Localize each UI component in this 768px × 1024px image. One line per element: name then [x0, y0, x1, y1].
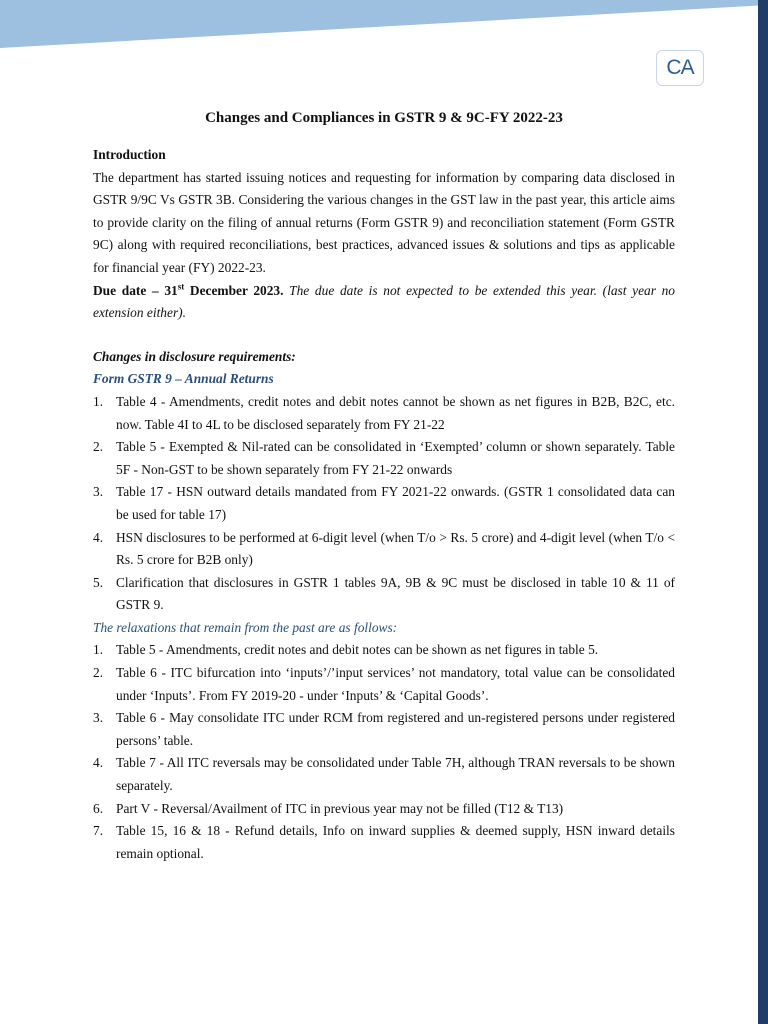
relaxations-list	[93, 639, 675, 865]
introduction-heading: Introduction	[93, 147, 166, 162]
document-title: Changes and Compliances in GSTR 9 & 9C-FY 2022-23	[205, 110, 563, 126]
list-item: 5. Clarification that disclosures in GSTR 1 tables 9A, 9B & 9C must be disclosed in table 10 & 11 of GSTR 9.	[93, 574, 675, 613]
list-item: 4. Table 7 - All ITC reversals may be consolidated under Table 7H, although TRAN reversals to be shown separately.	[93, 755, 675, 794]
right-edge-bar	[758, 0, 768, 1024]
document-body	[93, 108, 675, 865]
list-item: 1. Table 5 - Amendments, credit notes and debit notes can be shown as net figures in table 5.	[93, 642, 599, 658]
list-item: 1. Table 4 - Amendments, credit notes and debit notes cannot be shown as net figures in B2B, B2C, etc. now. Table 4I to 4L to be disclosed separately from FY 21-22	[93, 393, 675, 432]
list-item: 6. Part V - Reversal/Availment of ITC in previous year may not be filled (T12 & T13)	[93, 800, 564, 816]
list-item: 2. Table 5 - Exempted & Nil-rated can be consolidated in ‘Exempted’ column or shown separately. Table 5F - Non-GST to be shown separately from FY 21-22 onwards	[93, 439, 675, 477]
list-item: 4. HSN disclosures to be performed at 6-digit level (when T/o > Rs. 5 crore) and 4-digit level (when T/o < Rs. 5 crore for B2B only)	[93, 529, 675, 568]
changes-heading: Changes in disclosure requirements:	[93, 348, 296, 364]
gstr9-subheading: Form GSTR 9 – Annual Returns	[93, 371, 274, 387]
due-date-line	[93, 280, 675, 325]
changes-list	[93, 391, 675, 617]
list-item: 3. Table 6 - May consolidate ITC under RCM from registered and un-registered persons under registered persons’ table.	[93, 710, 675, 748]
list-item: 3. Table 17 - HSN outward details mandated from FY 2021-22 onwards. (GSTR 1 consolidated data can be used for table 17)	[93, 484, 675, 522]
relaxations-heading: The relaxations that remain from the past are as follows:	[93, 619, 398, 635]
due-date-note: The due date is not expected to be extended this year. (last year no extension either).	[93, 282, 675, 321]
due-date-label: Due date – 31st December 2023.	[93, 281, 284, 298]
introduction-paragraph: The department has started issuing notices and requesting for information by comparing data disclosed in GSTR 9/9C Vs GSTR 3B. Considering the various changes in the GST law in the past year, this article aims to provide clarity on the filing of annual returns (Form GSTR 9) and reconciliation statement (Form GSTR 9C) along with required reconciliations, best practices, advanced issues & solutions and tips as applicable for financial year (FY) 2022-23.	[93, 169, 675, 275]
header-decoration	[0, 0, 768, 60]
ca-logo	[656, 50, 704, 86]
logo-text: CA	[666, 56, 694, 79]
list-item: 7. Table 15, 16 & 18 - Refund details, Info on inward supplies & deemed supply, HSN inward details remain optional.	[93, 823, 675, 861]
list-item: 2. Table 6 - ITC bifurcation into ‘inputs’/’input services’ not mandatory, total value can be consolidated under ‘Inputs’. From FY 2019-20 - under ‘Inputs’ & ‘Capital Goods’.	[93, 665, 675, 703]
